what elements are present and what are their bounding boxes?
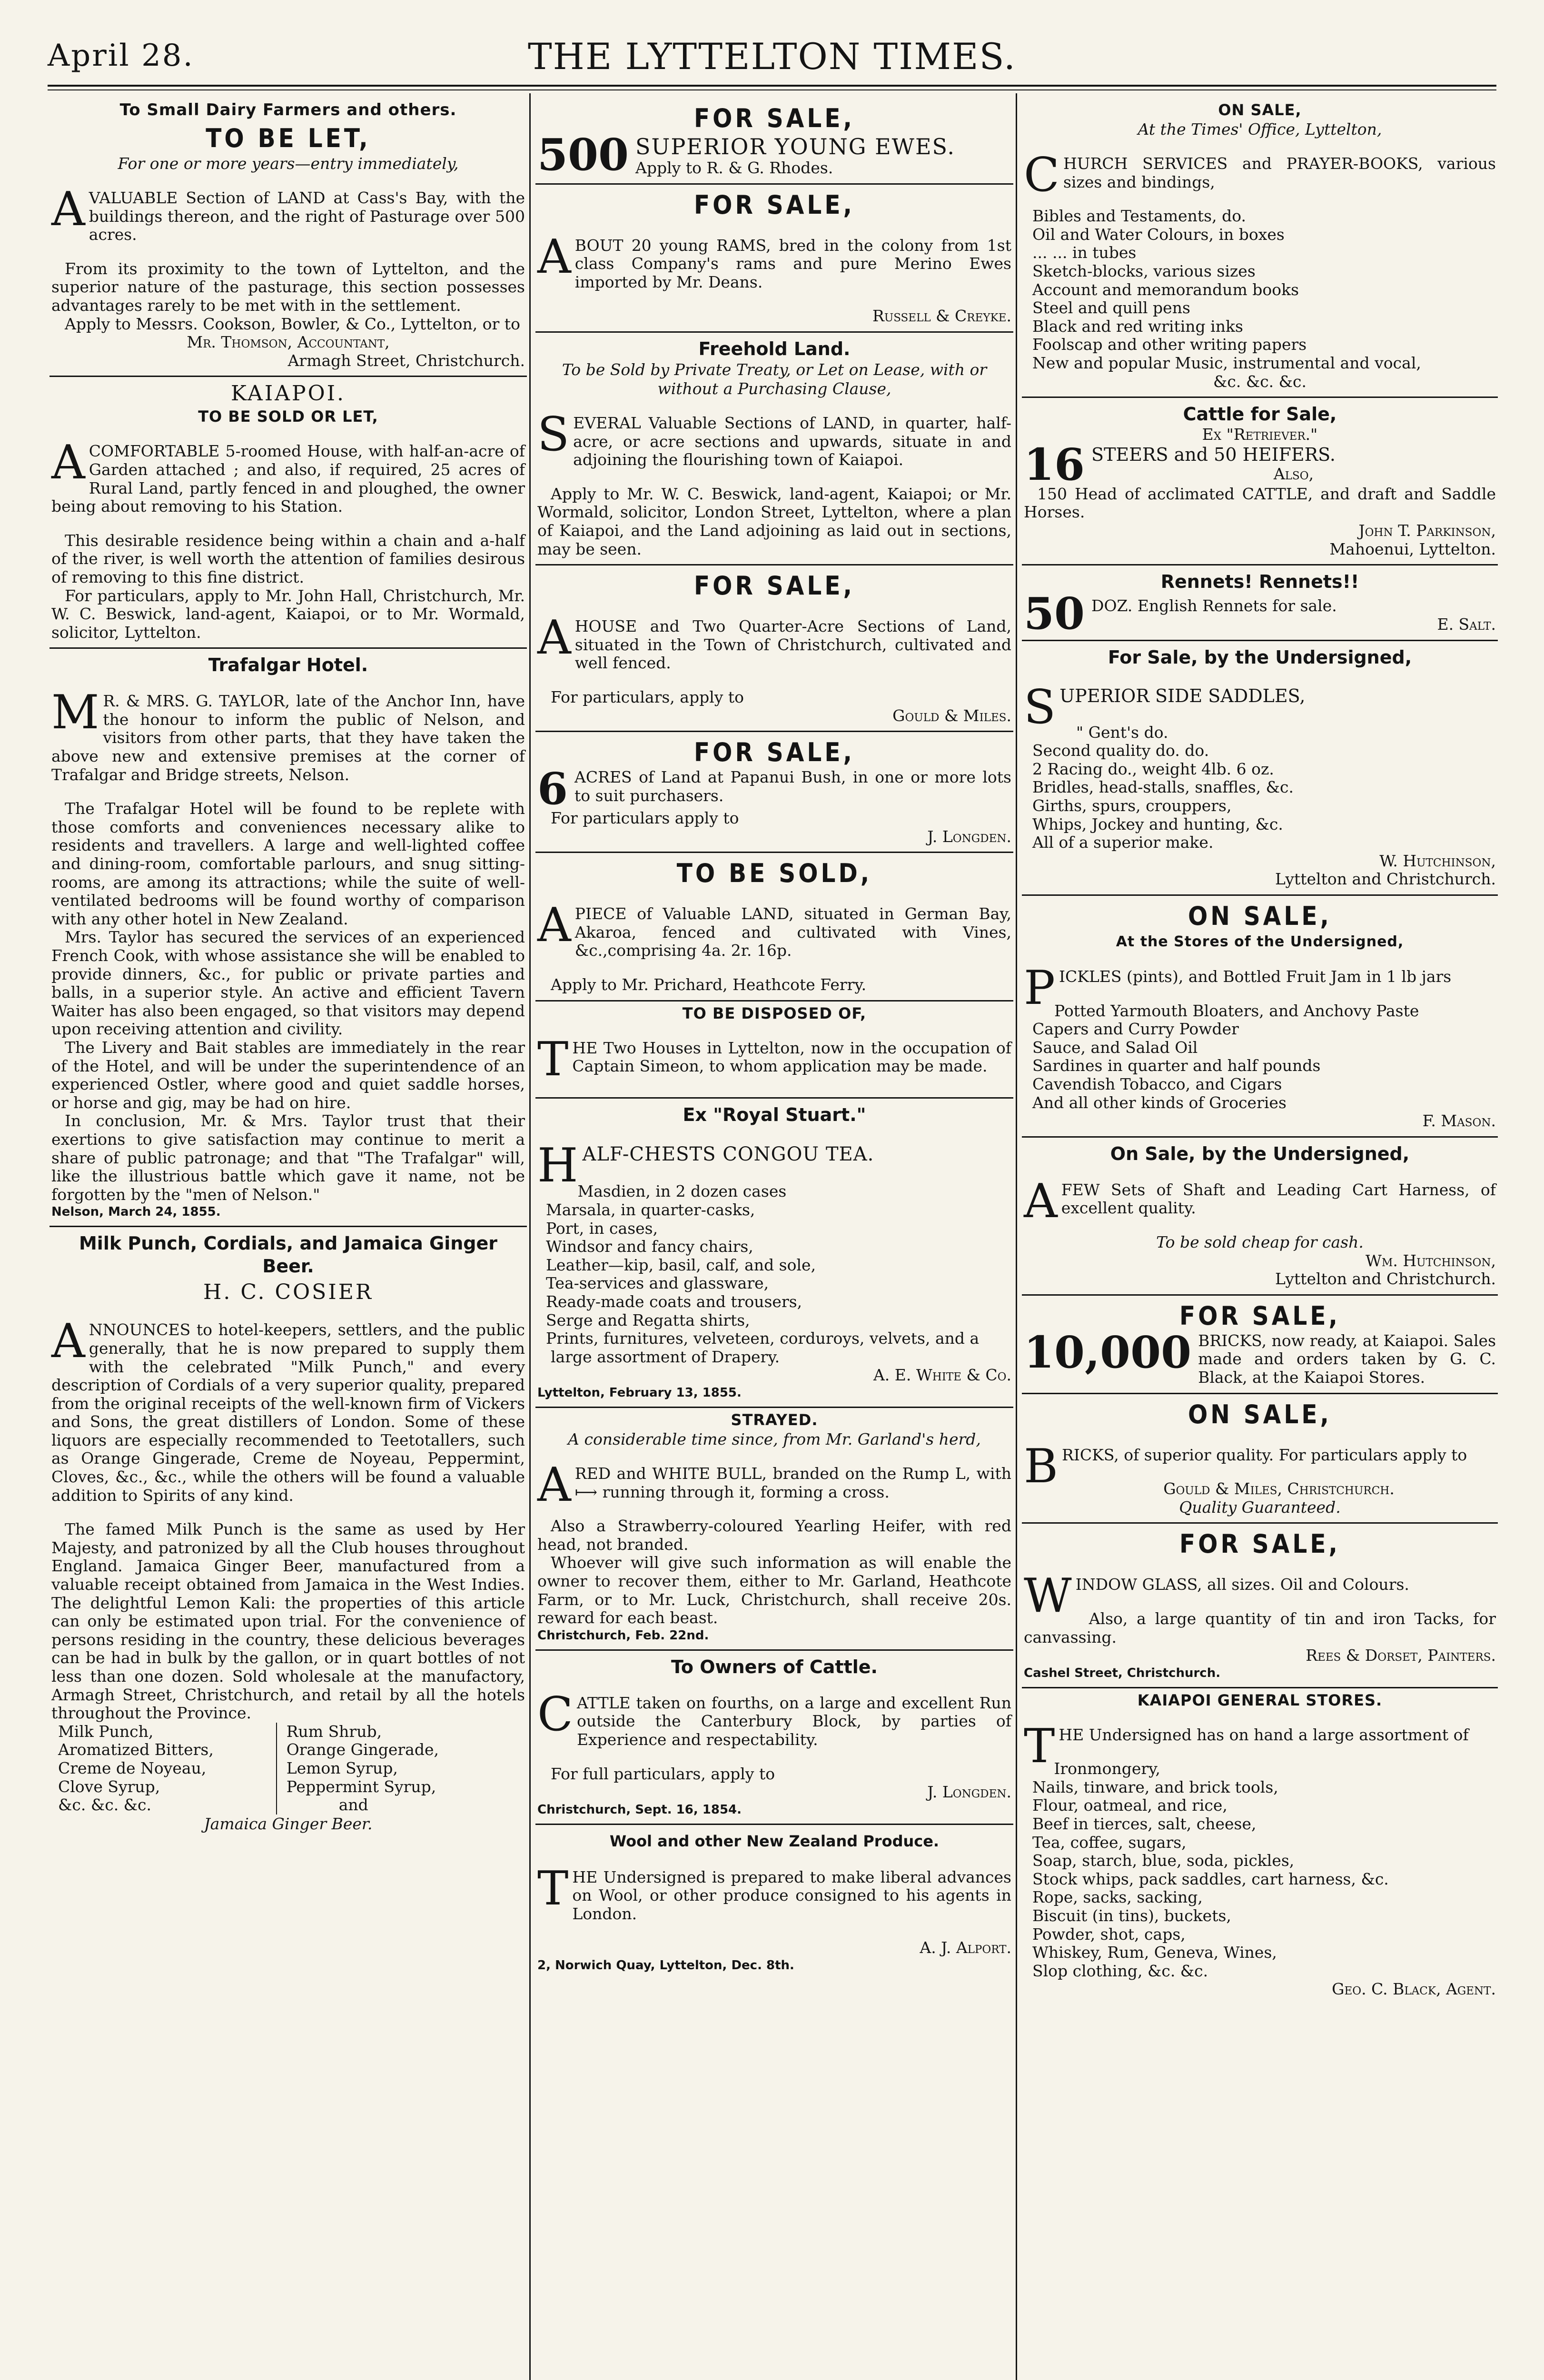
ad-heading: Milk Punch, Cordials, and Jamaica Ginger Beer. bbox=[79, 1233, 498, 1277]
ad-subheading: At the Stores of the Undersigned, bbox=[1116, 933, 1404, 951]
ad-window-glass bbox=[1022, 1524, 1498, 1688]
ad-heading: To Owners of Cattle. bbox=[671, 1656, 878, 1677]
ad-body-5: In conclusion, Mr. & Mrs. Taylor trust that their exertions to give satisfaction may continue to merit a share of public patronage; and that "The Trafalgar" will, like the illustrious battle which gave it name, not be forgotten by the "men of Nelson." bbox=[51, 1111, 525, 1204]
ad-subheading: For one or more years—entry immediately, bbox=[118, 154, 459, 173]
issue-date: April 28. bbox=[48, 38, 194, 73]
list-item: All of a superior make. bbox=[1032, 833, 1214, 852]
ad-body: THE Two Houses in Lyttelton, now in the occupation of Captain Simeon, to whom application may be made. bbox=[537, 1032, 1011, 1087]
product-item: &c. &c. &c. bbox=[58, 1795, 152, 1815]
ad-heading: STRAYED. bbox=[731, 1410, 818, 1429]
ad-signature: Geo. C. Black, Agent. bbox=[1332, 1980, 1496, 1999]
ad-body: BRICKS, of superior quality. For particulars apply to bbox=[1024, 1439, 1467, 1494]
product-item: Peppermint Syrup, bbox=[286, 1777, 436, 1796]
ad-body-3: Mrs. Taylor has secured the services of an experienced French Cook, with whose assistance she will be enabled to provide dinners, &c., for public or private parties and balls, in a superior style. An active and efficient Tavern Waiter has also been engaged, so that visitors may depend upon receiving attention and civility. bbox=[51, 928, 525, 1039]
ad-content bbox=[1024, 593, 1496, 634]
ad-freehold-land bbox=[535, 333, 1013, 565]
ad-royal-stuart bbox=[535, 1099, 1013, 1408]
ad-milk-punch bbox=[49, 1227, 527, 1839]
ad-acres-papanui bbox=[535, 732, 1013, 853]
ad-heading: Rennets! Rennets!! bbox=[1160, 571, 1359, 593]
ad-body: AHOUSE and Two Quarter-Acre Sections of Land, situated in the Town of Christchurch, cultivated and well fenced. bbox=[537, 611, 1011, 673]
list-item: Biscuit (in tins), buckets, bbox=[1032, 1906, 1231, 1925]
product-list bbox=[51, 1723, 525, 1815]
ad-body: AVALUABLE Section of LAND at Cass's Bay, with the buildings thereon, and the right of Pasturage over 500 acres. bbox=[51, 182, 525, 244]
list-item: Foolscap and other writing papers bbox=[1032, 335, 1307, 354]
ad-dateline: Christchurch, Feb. 22nd. bbox=[537, 1628, 709, 1643]
ad-address: Lyttelton and Christchurch. bbox=[1275, 1269, 1496, 1289]
list-item: Account and memorandum books bbox=[1032, 280, 1299, 299]
column-rule-2 bbox=[1016, 93, 1017, 2380]
list-item: 2 Racing do., weight 4lb. 6 oz. bbox=[1032, 759, 1274, 778]
ad-heading: On Sale, by the Undersigned, bbox=[1110, 1143, 1410, 1164]
column-2 bbox=[535, 98, 1013, 2380]
list-item: Ironmongery, bbox=[1054, 1759, 1160, 1778]
ad-body: CHURCH SERVICES and PRAYER-BOOKS, various sizes and bindings, bbox=[1024, 148, 1496, 202]
product-list-right bbox=[277, 1723, 524, 1815]
ad-times-office bbox=[1022, 98, 1498, 398]
ad-dateline: Lyttelton, February 13, 1855. bbox=[537, 1385, 742, 1400]
ad-body-4: The Livery and Bait stables are immediately in the rear of the Hotel, and will be under the superintendence of an experienced Ostler, where good and quiet saddle horses, or horse and gig, may be had on hire. bbox=[51, 1038, 525, 1112]
ad-heading: ON SALE, bbox=[1188, 901, 1332, 932]
ad-heading: Freehold Land. bbox=[698, 338, 851, 359]
ad-heading: Ex "Royal Stuart." bbox=[683, 1104, 866, 1125]
product-item: and bbox=[338, 1795, 368, 1815]
ad-heading: FOR SALE, bbox=[693, 189, 855, 220]
ad-body-2: Apply to Mr. W. C. Beswick, land-agent, Kaiapoi; or Mr. Wormald, solicitor, London Street, Lyttelton, where a plan of Kaiapoi, and the Land adjoining as laid out in sections, may be seen. bbox=[537, 484, 1011, 558]
ad-heading: FOR SALE, bbox=[1179, 1529, 1340, 1559]
ad-heading: FOR SALE, bbox=[693, 571, 855, 601]
ad-heading: FOR SALE, bbox=[1179, 1300, 1340, 1331]
column-3 bbox=[1022, 98, 1498, 2380]
ad-signature: Rees & Dorset, Painters. bbox=[1306, 1646, 1496, 1665]
ad-content bbox=[537, 134, 1011, 178]
ad-body: ACOMFORTABLE 5-roomed House, with half-an-acre of Garden attached ; and also, if required, 25 acres of Rural Land, partly fenced in and ploughed, the owner being about removing to his Station. bbox=[51, 436, 525, 516]
ad-guarantee: Quality Guaranteed. bbox=[1179, 1497, 1341, 1517]
ad-body-2: The Trafalgar Hotel will be found to be replete with those comforts and conveniences necessary alike to residents and travellers. A large and well-lighted coffee and dining-room, comfortable parlours, and snug sitting-rooms, are among its attractions; while the suite of well-ventilated bedrooms will be found worthy of comparison with any other hotel in New Zealand. bbox=[51, 799, 525, 928]
ad-signature: Gould & Miles, Christchurch. bbox=[1163, 1479, 1395, 1498]
list-item: Flour, oatmeal, and rice, bbox=[1032, 1796, 1227, 1815]
list-item: Powder, shot, caps, bbox=[1032, 1924, 1186, 1944]
ad-body: ARED and WHITE BULL, branded on the Rump L, with ⟼ running through it, forming a cross. bbox=[537, 1458, 1011, 1512]
ad-body: BRICKS, now ready, at Kaiapoi. Sales made and orders taken by G. C. Black, at the Kaiapoi Stores. bbox=[1198, 1331, 1496, 1387]
ad-signature: Wm. Hutchinson, bbox=[1365, 1251, 1496, 1270]
product-item: Lemon Syrup, bbox=[286, 1758, 398, 1777]
product-item: Orange Gingerade, bbox=[286, 1740, 439, 1759]
ad-wool bbox=[535, 1825, 1013, 1979]
ad-signature: Gould & Miles. bbox=[892, 706, 1011, 725]
list-item: Beef in tierces, salt, cheese, bbox=[1032, 1815, 1257, 1834]
ad-body-2: For particulars, apply to bbox=[551, 687, 744, 706]
ad-signature: John T. Parkinson, bbox=[1358, 521, 1496, 540]
ad-number: 50 bbox=[1024, 593, 1085, 635]
ad-body-2: From its proximity to the town of Lyttelton, and the superior nature of the pasturage, this section possesses advantages rarely to be met with in the settlement. bbox=[51, 259, 525, 315]
ad-body-2: Also, a large quantity of tin and iron Tacks, for canvassing. bbox=[1024, 1609, 1496, 1646]
ad-body-2: For particulars apply to bbox=[551, 809, 739, 828]
ad-dateline: Nelson, March 24, 1855. bbox=[51, 1205, 221, 1220]
ad-body: HALF-CHESTS CONGOU TEA. bbox=[537, 1138, 874, 1193]
ad-groceries bbox=[1022, 896, 1498, 1138]
ad-address: Lyttelton and Christchurch. bbox=[1275, 870, 1496, 889]
ad-number: 6 bbox=[537, 768, 568, 810]
column-1 bbox=[49, 98, 527, 2380]
ad-rams bbox=[535, 185, 1013, 333]
ad-trafalgar-hotel bbox=[49, 649, 527, 1227]
list-item: Whiskey, Rum, Geneva, Wines, bbox=[1032, 1943, 1277, 1962]
ad-number: 500 bbox=[537, 134, 629, 178]
ad-subheading: TO BE SOLD OR LET, bbox=[198, 407, 378, 426]
list-item: Oil and Water Colours, in boxes bbox=[1032, 225, 1285, 244]
list-item: " Gent's do. bbox=[1076, 723, 1168, 742]
ad-dateline: 2, Norwich Quay, Lyttelton, Dec. 8th. bbox=[537, 1958, 794, 1973]
ad-heading: TO BE LET, bbox=[206, 123, 371, 153]
list-item: Serge and Regatta shirts, bbox=[546, 1310, 750, 1329]
ad-dateline: Christchurch, Sept. 16, 1854. bbox=[537, 1802, 742, 1817]
ad-subheading: To be Sold by Private Treaty, or Let on Lease, with or without a Purchasing Clause, bbox=[562, 360, 987, 398]
ad-house-for-sale bbox=[535, 565, 1013, 732]
ad-body: ANNOUNCES to hotel-keepers, settlers, and the public generally, that he is now prepared to supply them with the celebrated "Milk Punch," and every description of Cordials of a very superior quality, prepared from the original receipts of the well-known firm of Vickers and Sons, the great distillers of London. Some of these liquors are especially recommended to Teetotallers, such as Orange Gingerade, Creme de Noyeau, Peppermint, Cloves, &c., &c., while the others will be found a valuable addition to Spirits of any kind. bbox=[51, 1314, 525, 1505]
list-item: Bibles and Testaments, do. bbox=[1032, 207, 1246, 226]
list-item: ... ... in tubes bbox=[1032, 243, 1137, 262]
ad-dairy bbox=[49, 98, 527, 377]
ad-signature: W. Hutchinson, bbox=[1379, 851, 1496, 870]
ad-body-2: The famed Milk Punch is the same as used by Her Majesty, and patronized by all the Club houses throughout England. Jamaica Ginger Beer, manufactured from a valuable receipt obtained from Jamaica in the West Indies. The delightful Lemon Kali: the properties of this article can only be estimated upon trial. For the convenience of persons residing in the country, these delicious beverages can be had in bulk by the gallon, or in quart bottles of not less than one dozen. Sold wholesale at the manufactory, Armagh Street, Christchurch, and retail by all the hotels throughout the Province. bbox=[51, 1520, 525, 1723]
ad-content bbox=[537, 768, 1011, 809]
ad-body: STEERS and 50 HEIFERS. bbox=[1091, 444, 1336, 465]
product-item: Rum Shrub, bbox=[286, 1722, 382, 1741]
list-item: Slop clothing, &c. &c. bbox=[1032, 1961, 1208, 1980]
list-item: Potted Yarmouth Bloaters, and Anchovy Paste bbox=[1054, 1001, 1419, 1020]
newspaper-title: THE LYTTELTON TIMES. bbox=[527, 35, 1017, 78]
ad-strayed bbox=[535, 1408, 1013, 1651]
list-item: Sauce, and Salad Oil bbox=[1032, 1038, 1198, 1057]
column-rule-1 bbox=[529, 93, 531, 2380]
ad-body: SEVERAL Valuable Sections of LAND, in quarter, half-acre, or acre sections and upwards, situate in and adjoining the flourishing town of Kaiapoi. bbox=[537, 407, 1011, 469]
ad-heading: For Sale, by the Undersigned, bbox=[1108, 647, 1412, 668]
ad-body: THE Undersigned is prepared to make liberal advances on Wool, or other produce consigned to his agents in London. bbox=[537, 1861, 1011, 1923]
ad-body-3: Apply to Messrs. Cookson, Bowler, & Co., Lyttelton, or to bbox=[65, 314, 520, 333]
ad-body-3: For particulars, apply to Mr. John Hall, Christchurch, Mr. W. C. Beswick, land-agent, Kaiapoi, or to Mr. Wormald, solicitor, Lyttelton. bbox=[51, 586, 525, 642]
ad-body-2: Apply to R. & G. Rhodes. bbox=[635, 159, 833, 177]
ad-body-2: For full particulars, apply to bbox=[551, 1764, 775, 1783]
ad-body: SUPERIOR SIDE SADDLES, bbox=[1024, 680, 1306, 735]
list-item: New and popular Music, instrumental and vocal, bbox=[1032, 353, 1421, 372]
ad-heading: Wool and other New Zealand Produce. bbox=[609, 1832, 940, 1850]
list-item: Soap, starch, blue, soda, pickles, bbox=[1032, 1851, 1295, 1870]
ad-heading: TO BE SOLD, bbox=[676, 858, 872, 889]
ad-heading: Cattle for Sale, bbox=[1183, 404, 1337, 425]
ad-signature: E. Salt. bbox=[1437, 615, 1496, 634]
masthead-rule bbox=[48, 85, 1496, 87]
list-item: Girths, spurs, crouppers, bbox=[1032, 796, 1232, 815]
ad-dateline: Cashel Street, Christchurch. bbox=[1024, 1666, 1221, 1680]
ad-kaiapoi-house bbox=[49, 377, 527, 649]
ad-signature: A. J. Alport. bbox=[920, 1938, 1011, 1957]
ad-number: 10,000 bbox=[1024, 1331, 1192, 1378]
list-item: Sketch-blocks, various sizes bbox=[1032, 261, 1256, 280]
list-item: Rope, sacks, sacking, bbox=[1032, 1888, 1203, 1907]
ad-body: ABOUT 20 young RAMS, bred in the colony from 1st class Company's rams and pure Merino Ewes imported by Mr. Deans. bbox=[537, 229, 1011, 291]
masthead bbox=[48, 33, 1496, 81]
ad-heading: Trafalgar Hotel. bbox=[208, 654, 368, 676]
list-item: Capers and Curry Powder bbox=[1032, 1020, 1239, 1039]
ad-signature: J. Longden. bbox=[927, 1783, 1011, 1802]
ad-number: 16 bbox=[1024, 444, 1085, 485]
ad-body: PICKLES (pints), and Bottled Fruit Jam in 1 lb jars bbox=[1024, 961, 1452, 1016]
ad-body: DOZ. English Rennets for sale. bbox=[1091, 596, 1337, 615]
list-item: Leather—kip, basil, calf, and sole, bbox=[546, 1255, 816, 1274]
ad-body-2: This desirable residence being within a chain and a-half of the river, is well worth the attention of families desirous of removing to this fine district. bbox=[51, 531, 525, 586]
ad-subheading: A considerable time since, from Mr. Garland's herd, bbox=[568, 1429, 981, 1448]
ad-advertiser-name: H. C. COSIER bbox=[203, 1280, 373, 1305]
product-item: Milk Punch, bbox=[58, 1722, 154, 1741]
ad-side-saddles bbox=[1022, 641, 1498, 896]
ad-houses-lyttelton bbox=[535, 1002, 1013, 1099]
ad-body: CATTLE taken on fourths, on a large and excellent Run outside the Canterbury Block, by parties of Experience and respectability. bbox=[537, 1687, 1011, 1749]
list-item: Nails, tinware, and brick tools, bbox=[1032, 1777, 1278, 1796]
ad-body: THE Undersigned has on hand a large assortment of bbox=[1024, 1719, 1469, 1774]
ad-land-akaroa bbox=[535, 853, 1013, 1001]
masthead-rule-thin bbox=[48, 89, 1496, 90]
ad-address: Mahoenui, Lyttelton. bbox=[1329, 539, 1496, 558]
list-item: Port, in cases, bbox=[546, 1219, 658, 1238]
ad-content bbox=[1024, 1332, 1496, 1387]
ad-brand-line: Jamaica Ginger Beer. bbox=[204, 1814, 373, 1833]
ad-body: ACRES of Land at Papanui Bush, in one or more lots to suit purchasers. bbox=[574, 768, 1011, 805]
list-item: Masdien, in 2 dozen cases bbox=[577, 1182, 787, 1201]
ad-signature: Mr. Thomson, Accountant, bbox=[187, 333, 390, 352]
ad-owners-of-cattle bbox=[535, 1651, 1013, 1825]
list-item: Ready-made coats and trousers, bbox=[546, 1292, 802, 1311]
product-item: Aromatized Bitters, bbox=[58, 1740, 214, 1759]
product-item: Clove Syrup, bbox=[58, 1777, 160, 1796]
ad-subheading: At the Times' Office, Lyttelton, bbox=[1138, 120, 1382, 139]
ad-content bbox=[1024, 444, 1496, 485]
ad-heading: KAIAPOI. bbox=[230, 381, 346, 406]
list-item: Bridles, head-stalls, snaffles, &c. bbox=[1032, 778, 1294, 797]
ad-body-2: Apply to Mr. Prichard, Heathcote Ferry. bbox=[551, 975, 867, 994]
ad-ewes bbox=[535, 98, 1013, 185]
ad-cart-harness bbox=[1022, 1138, 1498, 1296]
ad-body-3: Whoever will give such information as will enable the owner to recover them, either to Mr. Garland, Heathcote Farm, or to Mr. Luck, Christchurch, shall receive 20s. reward for each beast. bbox=[537, 1553, 1011, 1627]
list-item: Cavendish Tobacco, and Cigars bbox=[1032, 1075, 1282, 1093]
ad-heading: FOR SALE, bbox=[693, 103, 855, 133]
ad-body: APIECE of Valuable LAND, situated in German Bay, Akaroa, fenced and cultivated with Vines, &c.,comprising 4a. 2r. 16p. bbox=[537, 898, 1011, 960]
list-item: Tea-services and glassware, bbox=[546, 1274, 769, 1293]
ad-kaiapoi-stores bbox=[1022, 1688, 1498, 2004]
ad-body-2: Also a Strawberry-coloured Yearling Heifer, with red head, not branded. bbox=[537, 1517, 1011, 1554]
product-list-left bbox=[51, 1723, 277, 1815]
ad-rennets bbox=[1022, 565, 1498, 641]
ad-subheading: To be sold cheap for cash. bbox=[1156, 1232, 1364, 1251]
list-item: &c. &c. &c. bbox=[1213, 372, 1307, 391]
list-item: Windsor and fancy chairs, bbox=[546, 1237, 753, 1256]
ad-body: MR. & MRS. G. TAYLOR, late of the Anchor Inn, have the honour to inform the public of Nelson, and visitors from other parts, that they have taken the above new and extensive premises at the corner of Trafalgar and Bridge streets, Nelson. bbox=[51, 685, 525, 784]
ad-heading: ON SALE, bbox=[1218, 101, 1302, 119]
ad-signature: A. E. White & Co. bbox=[873, 1366, 1011, 1385]
list-item: Prints, furnitures, velveteen, corduroys, velvets, and a large assortment of Drapery. bbox=[546, 1329, 980, 1366]
ad-heading: KAIAPOI GENERAL STORES. bbox=[1137, 1691, 1383, 1709]
list-item: Stock whips, pack saddles, cart harness, &c. bbox=[1032, 1869, 1389, 1888]
ad-signature: Russell & Creyke. bbox=[872, 307, 1011, 326]
ad-kicker: To Small Dairy Farmers and others. bbox=[119, 100, 457, 119]
ad-body: SUPERIOR YOUNG EWES. bbox=[635, 134, 956, 159]
ad-signature: F. Mason. bbox=[1422, 1111, 1496, 1130]
ad-also: Also, bbox=[1273, 464, 1314, 483]
list-item: Tea, coffee, sugars, bbox=[1032, 1833, 1187, 1852]
ad-heading: FOR SALE, bbox=[693, 737, 855, 768]
ad-body-2: 150 Head of acclimated CATTLE, and draft and Saddle Horses. bbox=[1024, 484, 1496, 522]
ad-cattle-for-sale bbox=[1022, 398, 1498, 565]
ad-heading: TO BE DISPOSED OF, bbox=[682, 1004, 867, 1022]
list-item: Second quality do. do. bbox=[1032, 741, 1209, 760]
ad-body: WINDOW GLASS, all sizes. Oil and Colours. bbox=[1024, 1569, 1409, 1624]
ad-bricks-quality bbox=[1022, 1394, 1498, 1524]
list-item: Whips, Jockey and hunting, &c. bbox=[1032, 814, 1283, 833]
ad-body: AFEW Sets of Shaft and Leading Cart Harness, of excellent quality. bbox=[1024, 1174, 1496, 1229]
list-item: Sardines in quarter and half pounds bbox=[1032, 1056, 1321, 1075]
list-item: Black and red writing inks bbox=[1032, 317, 1243, 336]
ad-signature: J. Longden. bbox=[927, 827, 1011, 846]
list-item: Marsala, in quarter-casks, bbox=[546, 1200, 755, 1220]
ad-subheading: Ex "Retriever." bbox=[1202, 425, 1318, 444]
ad-bricks-kaiapoi bbox=[1022, 1296, 1498, 1394]
ad-address: Armagh Street, Christchurch. bbox=[287, 351, 525, 370]
ad-heading: ON SALE, bbox=[1188, 1399, 1332, 1429]
list-item: Steel and quill pens bbox=[1032, 298, 1190, 317]
list-item: And all other kinds of Groceries bbox=[1032, 1093, 1287, 1112]
product-item: Creme de Noyeau, bbox=[58, 1758, 207, 1777]
